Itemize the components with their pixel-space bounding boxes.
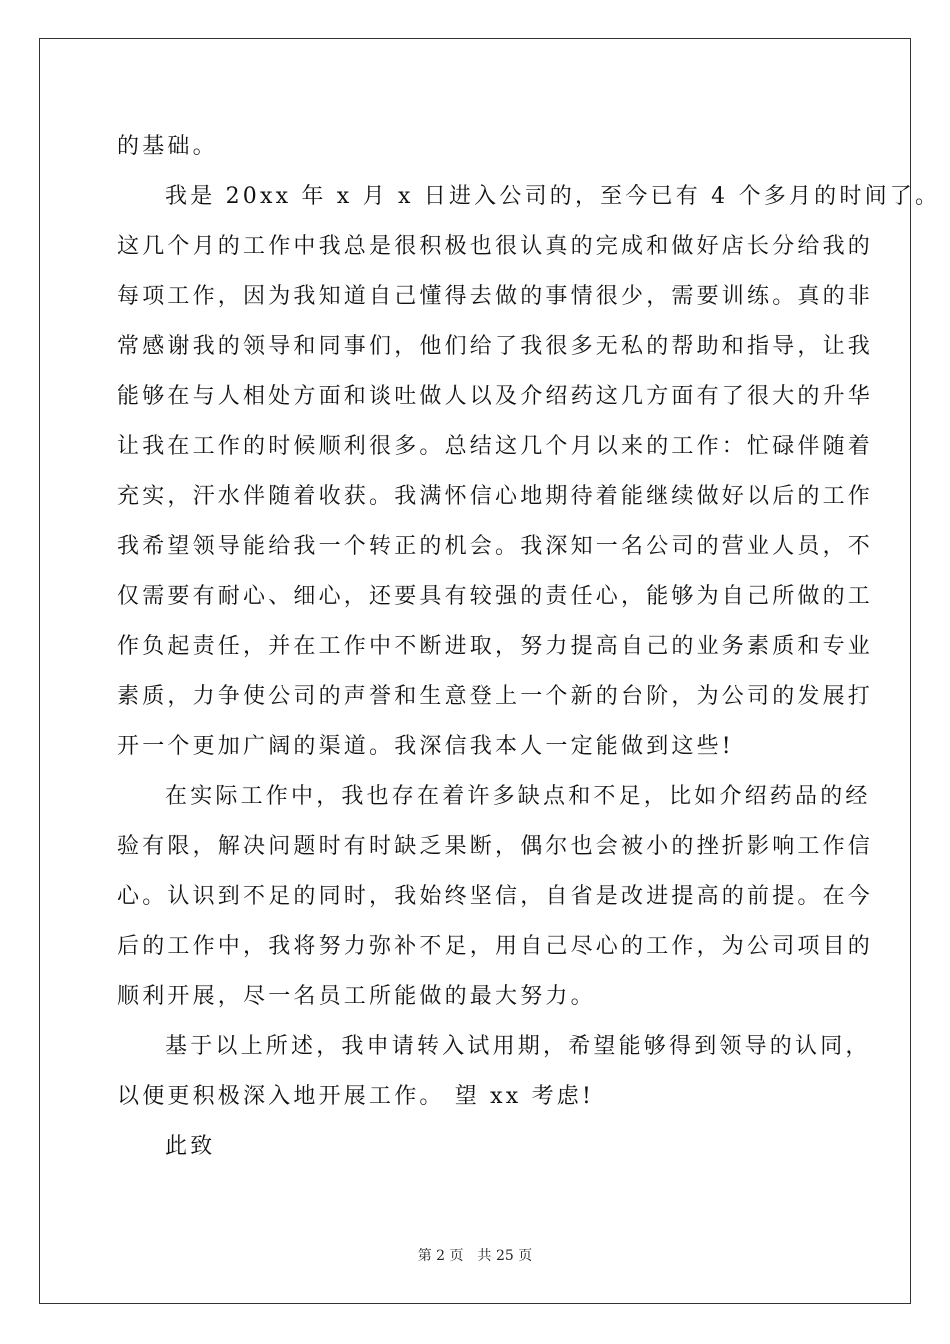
text-line: 作负起责任，并在工作中不断进取，努力提高自己的业务素质和专业 (117, 634, 874, 659)
paragraph-start-line: 基于以上所述，我申请转入试用期，希望能够得到领导的认同， (165, 1034, 871, 1059)
paragraph-start-line: 我是 20xx 年 x 月 x 日进入公司的，至今已有 4 个多月的时间了。 (165, 184, 941, 209)
text-line: 的基础。 (117, 134, 218, 159)
text-line: 我希望领导能给我一个转正的机会。我深知一名公司的营业人员，不 (117, 534, 874, 559)
text-line: 让我在工作的时候顺利很多。总结这几个月以来的工作：忙碌伴随着 (117, 434, 874, 459)
text-line: 素质，力争使公司的声誉和生意登上一个新的台阶，为公司的发展打 (117, 684, 874, 709)
text-line: 心。认识到不足的同时，我始终坚信，自省是改进提高的前提。在今 (117, 884, 874, 909)
text-line: 以便更积极深入地开展工作。 望 xx 考虑! (117, 1084, 595, 1109)
text-line: 这几个月的工作中我总是很积极也很认真的完成和做好店长分给我的 (117, 234, 874, 259)
text-line: 顺利开展，尽一名员工所能做的最大努力。 (117, 984, 596, 1009)
text-line: 开一个更加广阔的渠道。我深信我本人一定能做到这些! (117, 734, 734, 759)
text-line: 充实，汗水伴随着收获。我满怀信心地期待着能继续做好以后的工作 (117, 484, 874, 509)
text-line: 验有限，解决问题时有时缺乏果断，偶尔也会被小的挫折影响工作信 (117, 834, 874, 859)
paragraph-start-line: 在实际工作中，我也存在着许多缺点和不足，比如介绍药品的经 (165, 784, 871, 809)
closing-line: 此致 (165, 1134, 216, 1159)
text-line: 每项工作，因为我知道自己懂得去做的事情很少，需要训练。真的非 (117, 284, 874, 309)
text-line: 常感谢我的领导和同事们，他们给了我很多无私的帮助和指导，让我 (117, 334, 874, 359)
text-line: 仅需要有耐心、细心，还要具有较强的责任心，能够为自己所做的工 (117, 584, 874, 609)
text-line: 后的工作中，我将努力弥补不足，用自己尽心的工作，为公司项目的 (117, 934, 874, 959)
text-line: 能够在与人相处方面和谈吐做人以及介绍药这几方面有了很大的升华 (117, 384, 874, 409)
page-total: 共 25 页 (477, 1248, 533, 1264)
page-footer (0, 1246, 950, 1266)
page-number: 第 2 页 (417, 1248, 464, 1264)
page-border (39, 38, 911, 1304)
